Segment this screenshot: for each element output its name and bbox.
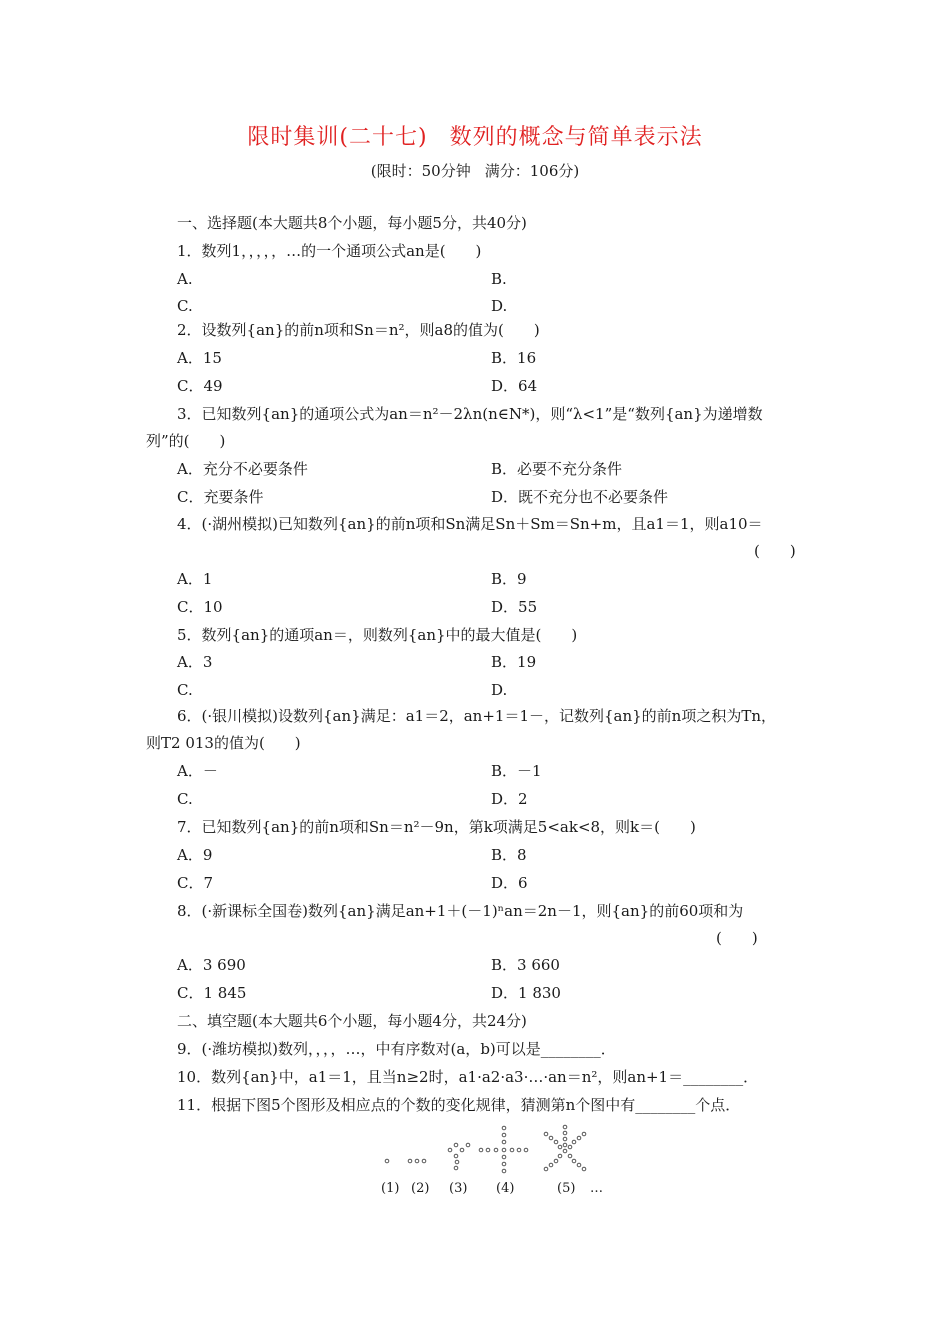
q4-option-c: C．10 bbox=[177, 598, 223, 616]
section-heading-fill: 二、填空题(本大题共6个小题，每小题4分，共24分) bbox=[177, 1012, 527, 1030]
q5-option-d: D. bbox=[491, 681, 508, 699]
q6-option-d: D．2 bbox=[491, 790, 528, 808]
q3-option-c: C．充要条件 bbox=[177, 488, 264, 506]
q8-option-a: A．3 690 bbox=[177, 956, 246, 974]
question-11: 11．根据下图5个图形及相应点的个数的变化规律，猜测第n个图中有________个点． bbox=[177, 1096, 741, 1114]
q8-option-c: C．1 845 bbox=[177, 984, 247, 1002]
q8-option-d: D．1 830 bbox=[491, 984, 561, 1002]
q6-option-a: A．－ bbox=[177, 762, 218, 780]
answer-bracket-4: ( ) bbox=[754, 542, 796, 560]
answer-bracket-8: ( ) bbox=[716, 929, 758, 947]
figure-label-4: (4) bbox=[496, 1181, 515, 1196]
question-3: 3．已知数列{an}的通项公式为an＝n²－2λn(n∈N*)，则“λ<1”是“数列{an}为递增数 bbox=[177, 405, 763, 423]
pattern-3 bbox=[448, 1143, 470, 1170]
pattern-2 bbox=[408, 1159, 426, 1163]
question-4: 4．(·湖州模拟)已知数列{an}的前n项和Sn满足Sn＋Sm＝Sn+m，且a1＝1，则a10＝ bbox=[177, 515, 763, 533]
q4-option-a: A．1 bbox=[177, 570, 213, 588]
pattern-5 bbox=[544, 1125, 586, 1171]
full-score: 满分：106分) bbox=[484, 162, 580, 180]
figure-label-2: (2) bbox=[411, 1181, 430, 1196]
q1-option-b: B. bbox=[491, 270, 507, 288]
q2-option-c: C．49 bbox=[177, 377, 223, 395]
q4-option-b: B．9 bbox=[491, 570, 527, 588]
q2-option-b: B．16 bbox=[491, 349, 537, 367]
q6-option-c: C. bbox=[177, 790, 193, 808]
question-8: 8．(·新课标全国卷)数列{an}满足an+1＋(－1)ⁿan＝2n－1，则{an}的前60项和为 bbox=[177, 902, 744, 920]
q1-option-c: C. bbox=[177, 297, 193, 315]
exam-info bbox=[0, 160, 950, 181]
title-topic: 数列的概念与简单表示法 bbox=[449, 125, 703, 150]
q7-option-c: C．7 bbox=[177, 874, 214, 892]
q3-option-d: D．既不充分也不必要条件 bbox=[491, 488, 669, 506]
page-title bbox=[0, 120, 950, 151]
q4-option-d: D．55 bbox=[491, 598, 538, 616]
q5-option-a: A．3 bbox=[177, 653, 213, 671]
time-limit: (限时：50分钟 bbox=[370, 162, 471, 180]
question-6: 6．(·银川模拟)设数列{an}满足：a1＝2，an+1＝1－，记数列{an}的前n项之积为Tn， bbox=[177, 707, 777, 725]
section-heading-choice: 一、选择题(本大题共8个小题，每小题5分，共40分) bbox=[177, 214, 527, 232]
pattern-4 bbox=[479, 1126, 528, 1173]
question-10: 10．数列{an}中，a1＝1，且当n≥2时，a1·a2·a3·…·an＝n²，则an+1＝________． bbox=[177, 1068, 759, 1086]
question-3-continued: 列”的( ) bbox=[146, 432, 226, 450]
q3-option-a: A．充分不必要条件 bbox=[177, 460, 308, 478]
question-7: 7．已知数列{an}的前n项和Sn＝n²－9n，第k项满足5<ak<8，则k＝( ) bbox=[177, 818, 696, 836]
q2-option-a: A．15 bbox=[177, 349, 222, 367]
question-9: 9．(·潍坊模拟)数列，，，，…，中有序数对(a，b)可以是________． bbox=[177, 1040, 616, 1058]
q5-option-b: B．19 bbox=[491, 653, 537, 671]
figure-label-1: (1) bbox=[381, 1181, 400, 1196]
q1-option-d: D. bbox=[491, 297, 508, 315]
question-5: 5．数列{an}的通项an＝，则数列{an}中的最大值是( ) bbox=[177, 626, 578, 644]
q5-option-c: C. bbox=[177, 681, 193, 699]
question-1: 1．数列1，，，，，…的一个通项公式an是( ) bbox=[177, 242, 482, 260]
q8-option-b: B．3 660 bbox=[491, 956, 560, 974]
figure-label-3: (3) bbox=[449, 1181, 468, 1196]
q7-option-a: A．9 bbox=[177, 846, 213, 864]
question-2: 2．设数列{an}的前n项和Sn＝n²，则a8的值为( ) bbox=[177, 321, 540, 339]
q3-option-b: B．必要不充分条件 bbox=[491, 460, 623, 478]
q6-option-b: B．－1 bbox=[491, 762, 542, 780]
pattern-1 bbox=[385, 1159, 389, 1163]
q1-option-a: A. bbox=[177, 270, 193, 288]
figure-label-5: (5) bbox=[557, 1181, 576, 1196]
title-series: 限时集训(二十七) bbox=[247, 125, 428, 150]
figure-label-ellipsis: … bbox=[590, 1181, 603, 1196]
q7-option-d: D．6 bbox=[491, 874, 528, 892]
q7-option-b: B．8 bbox=[491, 846, 527, 864]
question-6-continued: 则T2 013的值为( ) bbox=[146, 734, 301, 752]
q2-option-d: D．64 bbox=[491, 377, 538, 395]
